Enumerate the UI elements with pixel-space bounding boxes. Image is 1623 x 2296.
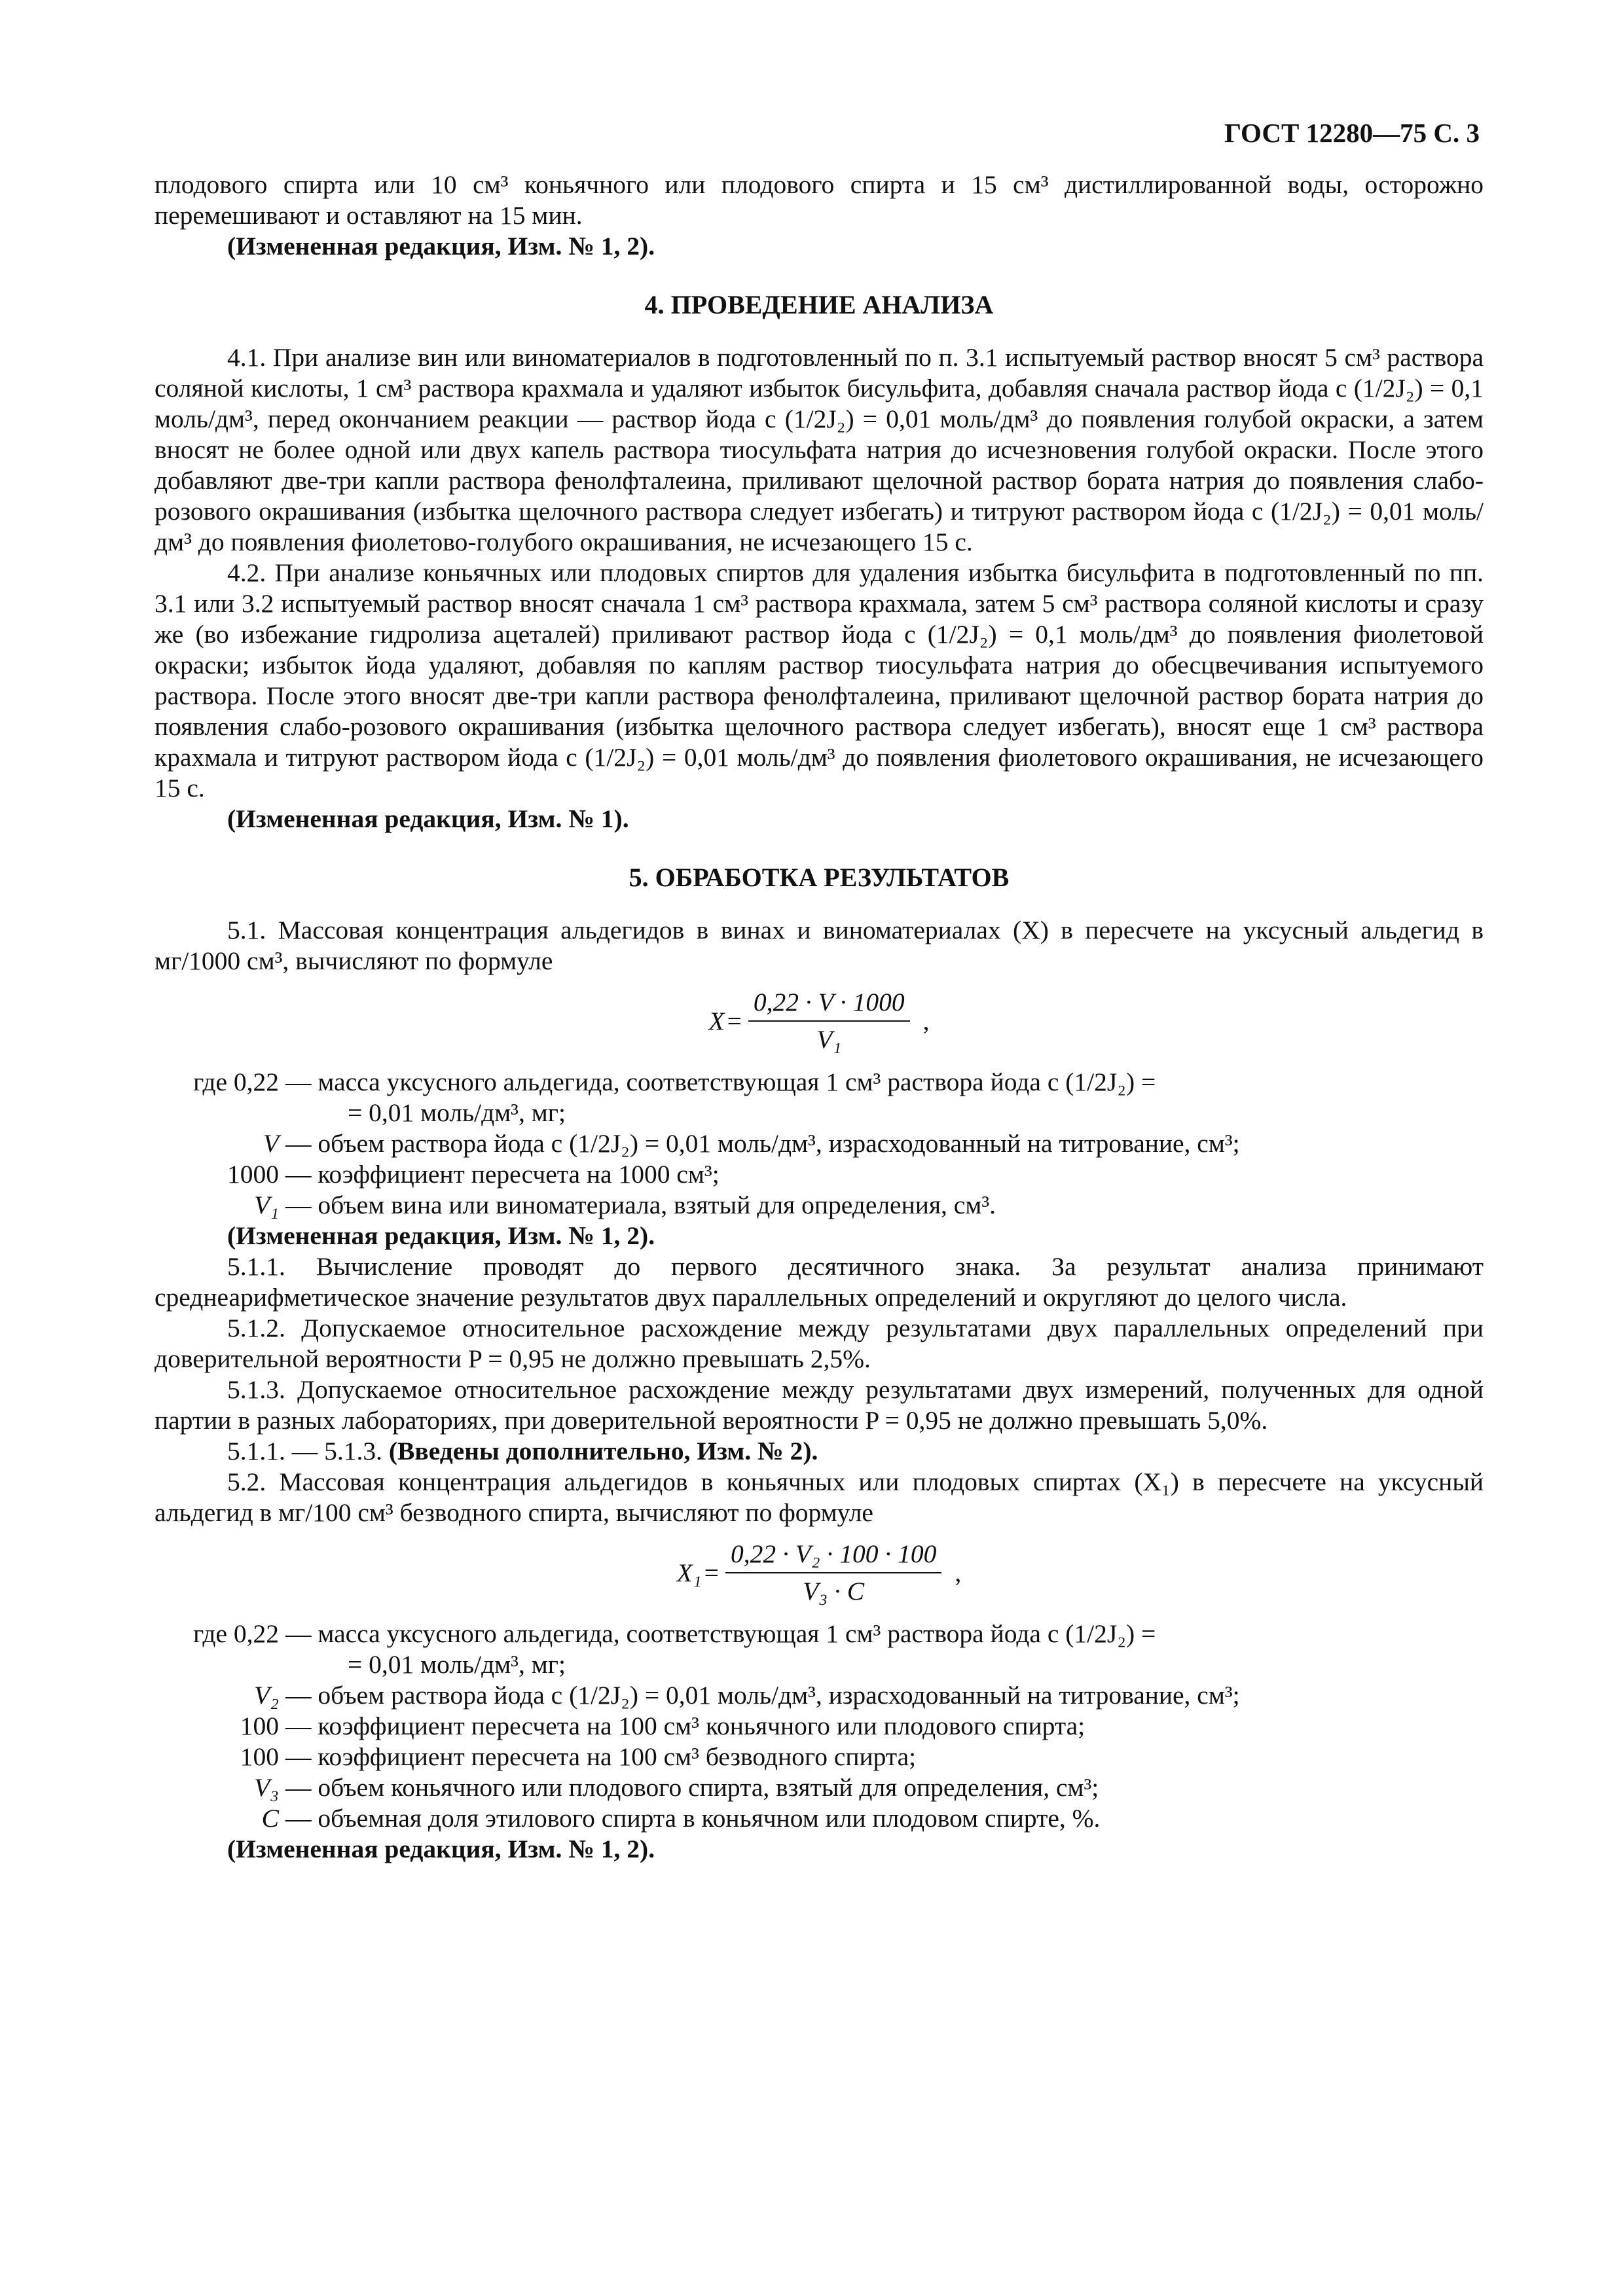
formula-x-comma: , <box>922 1006 930 1035</box>
definition-text: — масса уксусного альдегида, соответствующая 1 см³ раствора йода c (1/2J₂) = <box>285 1067 1156 1096</box>
definition-text: — объем раствора йода c (1/2J₂) = 0,01 моль/дм³, израсходованный на титрование, см³; <box>285 1681 1240 1710</box>
formula-x <box>155 987 1484 1055</box>
definition-symbol: 100 <box>240 1742 279 1771</box>
definition-text: — коэффициент пересчета на 1000 см³; <box>285 1160 720 1189</box>
definition-text: — объем коньячного или плодового спирта, взятый для определения, см³; <box>285 1773 1099 1802</box>
paragraph-4-2: 4.2. При анализе коньячных или плодовых спиртов для удаления избытка бисульфита в подготовленный по пп. 3.1 или 3.2 испытуемый раствор вносят сначала 1 см³ раствора крахмала, затем 5 см³ раствора соляной кислоты и сразу же (во избежание гидролиза ацеталей) приливают раствор йода c (1/2J₂) = 0,1 моль/дм³ до появления фиолетовой окраски; избыток йода удаляют, добавляя по каплям раствор тиосульфата натрия до обесцвечивания испытуемого раствора. После этого вносят две-три капли раствора фенолфталеина, приливают щелочной раствор бората натрия до появления слабо-розового окрашивания (избытка щелочного раствора следует избегать), вносят еще 1 см³ раствора крахмала и титруют раствором йода c (1/2J₂) = 0,01 моль/дм³ до появления фиолетового окрашивания, не исчезающего 15 с. <box>155 558 1484 802</box>
definition-text: — масса уксусного альдегида, соответствующая 1 см³ раствора йода c (1/2J₂) = <box>285 1619 1156 1648</box>
intro-paragraph: плодового спирта или 10 см³ коньячного или плодового спирта и 15 см³ дистиллированной воды, осторожно перемешивают и оставляют на 15 мин. <box>155 170 1484 230</box>
formula-x1-lhs: X₁ <box>676 1558 702 1587</box>
definition-symbol: C <box>261 1804 279 1833</box>
paragraph-4-1: 4.1. При анализе вин или виноматериалов в подготовленный по п. 3.1 испытуемый раствор вносят 5 см³ раствора соляной кислоты, 1 см³ раствора крахмала и удаляют избыток бисульфита, добавляя сначала раствор йода c (1/2J₂) = 0,1 моль/дм³, перед окончанием реакции — раствор йода c (1/2J₂) = 0,01 моль/дм³ до появления голубой окраски, а затем вносят не более одной или двух капель раствора тиосульфата натрия до исчезновения голубой окраски. После этого добавляют две-три капли раствора фенолфталеина, приливают щелочной раствор бората натрия до появления слабо-розового окрашивания (избытка щелочного раствора следует избегать) и титруют раствором йода c (1/2J₂) = 0,01 моль/дм³ до появления фиолетово-голубого окрашивания, не исчезающего 15 с. <box>155 343 1484 556</box>
formula-x-revision-note: (Измененная редакция, Изм. № 1, 2). <box>227 1221 655 1250</box>
definition-row <box>155 1680 1484 1711</box>
definition-symbol: 1000 <box>227 1160 279 1189</box>
definition-row <box>155 1772 1484 1803</box>
paragraph-5-1-3: 5.1.3. Допускаемое относительное расхождение между результатами двух измерений, полученных для одной партии в разных лабораториях, при доверительной вероятности P = 0,95 не должно превышать 5,0%. <box>155 1375 1484 1435</box>
section-4-title: 4. ПРОВЕДЕНИЕ АНАЛИЗА <box>644 290 994 319</box>
definition-symbol: 100 <box>240 1712 279 1740</box>
definition-symbol: где 0,22 <box>193 1619 279 1648</box>
definition-row <box>155 1128 1484 1159</box>
formula-x-definitions <box>155 1067 1484 1221</box>
definition-row-continued <box>155 1098 1484 1128</box>
definition-row <box>155 1619 1484 1649</box>
section-5-title: 5. ОБРАБОТКА РЕЗУЛЬТАТОВ <box>629 863 1010 892</box>
definition-symbol: V₃ <box>254 1773 279 1802</box>
definition-row <box>155 1742 1484 1772</box>
note-range: 5.1.1. — 5.1.3. <box>227 1437 382 1465</box>
formula-x1-equals: = <box>704 1558 719 1587</box>
formula-x1-comma: , <box>955 1558 962 1587</box>
paragraph-5-1-2: 5.1.2. Допускаемое относительное расхождение между результатами двух параллельных определений при доверительной вероятности P = 0,95 не должно превышать 2,5%. <box>155 1314 1484 1373</box>
definition-text: = 0,01 моль/дм³, мг; <box>348 1650 566 1679</box>
formula-x1-denominator: V₃ · C <box>803 1577 865 1605</box>
definition-text: = 0,01 моль/дм³, мг; <box>348 1098 566 1127</box>
definition-text: — объем вина или виноматериала, взятый для определения, см³. <box>285 1191 996 1219</box>
definition-row <box>155 1190 1484 1221</box>
formula-x-fraction <box>748 987 910 1055</box>
paragraph-5-1-1-5-1-3-note <box>155 1436 1484 1467</box>
formula-x1-revision-note: (Измененная редакция, Изм. № 1, 2). <box>227 1835 655 1863</box>
page-header: ГОСТ 12280—75 С. 3 <box>1224 118 1480 148</box>
document-page <box>155 118 1484 1865</box>
formula-x1-numerator: 0,22 · V₂ · 100 · 100 <box>725 1539 941 1573</box>
definition-symbol: V₁ <box>254 1191 279 1219</box>
definition-row <box>155 1159 1484 1190</box>
paragraph-5-1: 5.1. Массовая концентрация альдегидов в винах и виноматериалах (X) в пересчете на уксусный альдегид в мг/1000 см³, вычисляют по формуле <box>155 916 1484 975</box>
formula-x-denominator: V₁ <box>816 1025 842 1054</box>
formula-x-lhs: X <box>708 1006 725 1035</box>
section-4-revision-note: (Измененная редакция, Изм. № 1). <box>227 804 629 833</box>
formula-x-equals: = <box>727 1006 742 1035</box>
formula-x1 <box>155 1539 1484 1607</box>
definition-row <box>155 1067 1484 1098</box>
definition-symbol: где 0,22 <box>193 1067 279 1096</box>
formula-x1-definitions <box>155 1619 1484 1834</box>
paragraph-5-1-1: 5.1.1. Вычисление проводят до первого десятичного знака. За результат анализа принимают среднеарифметическое значение результатов двух параллельных определений и округляют до целого числа. <box>155 1252 1484 1312</box>
formula-x-numerator: 0,22 · V · 1000 <box>748 987 910 1022</box>
definition-text: — объемная доля этилового спирта в коньячном или плодовом спирте, %. <box>285 1804 1101 1833</box>
formula-x1-fraction <box>725 1539 941 1607</box>
definition-row <box>155 1803 1484 1834</box>
note-text: (Введены дополнительно, Изм. № 2). <box>388 1437 818 1465</box>
paragraph-5-2: 5.2. Массовая концентрация альдегидов в коньячных или плодовых спиртах (X₁) в пересчете на уксусный альдегид в мг/100 см³ безводного спирта, вычисляют по формуле <box>155 1467 1484 1527</box>
definition-row <box>155 1711 1484 1742</box>
definition-row-continued <box>155 1649 1484 1680</box>
intro-revision-note: (Измененная редакция, Изм. № 1, 2). <box>227 232 655 260</box>
definition-text: — объем раствора йода c (1/2J₂) = 0,01 моль/дм³, израсходованный на титрование, см³; <box>285 1129 1240 1158</box>
definition-symbol: V <box>263 1129 279 1158</box>
definition-text: — коэффициент пересчета на 100 см³ коньячного или плодового спирта; <box>285 1712 1085 1740</box>
definition-text: — коэффициент пересчета на 100 см³ безводного спирта; <box>285 1742 917 1771</box>
definition-symbol: V₂ <box>254 1681 279 1710</box>
